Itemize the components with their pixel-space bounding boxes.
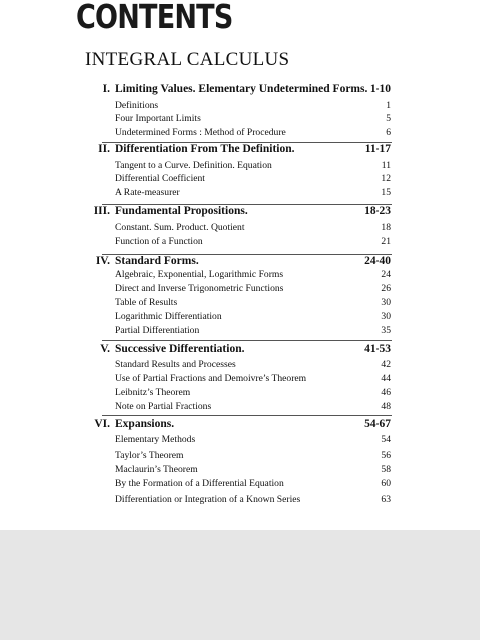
entry-page-number: 48	[381, 401, 391, 412]
entry-title: Four Important Limits	[115, 113, 201, 124]
toc-entry[interactable]	[0, 434, 480, 448]
entry-title: Undetermined Forms : Method of Procedure	[115, 127, 286, 138]
chapter-number: VI.	[94, 418, 110, 430]
entry-page-number: 44	[381, 373, 391, 384]
entry-page-number: 15	[381, 187, 391, 198]
toc-entry[interactable]	[0, 450, 480, 464]
entry-page-number: 5	[386, 113, 391, 124]
chapter-page-range: 18-23	[364, 205, 391, 217]
entry-page-number: 60	[381, 478, 391, 489]
entry-title: A Rate-measurer	[115, 187, 180, 198]
entry-title: Partial Differentiation	[115, 325, 200, 336]
entry-title: Maclaurin’s Theorem	[115, 464, 198, 475]
toc-entry[interactable]	[0, 297, 480, 311]
entry-page-number: 30	[381, 311, 391, 322]
chapter-number: II.	[98, 143, 110, 155]
chapter-title: Expansions.	[115, 418, 175, 430]
entry-title: Tangent to a Curve. Definition. Equation	[115, 160, 272, 171]
entry-title: Constant. Sum. Product. Quotient	[115, 222, 245, 233]
toc-entry[interactable]	[0, 160, 480, 174]
entry-title: Leibnitz’s Theorem	[115, 387, 191, 398]
chapter-heading[interactable]	[0, 418, 480, 434]
chapter-heading[interactable]	[0, 343, 480, 359]
chapter-divider	[102, 415, 392, 416]
bottom-margin-band	[0, 530, 480, 640]
entry-page-number: 30	[381, 297, 391, 308]
entry-page-number: 24	[381, 269, 391, 280]
entry-page-number: 12	[381, 173, 391, 184]
toc-entry[interactable]	[0, 373, 480, 387]
entry-page-number: 1	[386, 100, 391, 111]
entry-title: Taylor’s Theorem	[115, 450, 184, 461]
chapter-page-range: 41-53	[364, 343, 391, 355]
chapter-title: Standard Forms.	[115, 255, 199, 267]
entry-title: Differentiation or Integration of a Known Series	[115, 494, 301, 505]
entry-title: Logarithmic Differentiation	[115, 311, 222, 322]
entry-page-number: 6	[386, 127, 391, 138]
entry-title: By the Formation of a Differential Equation	[115, 478, 284, 489]
entry-page-number: 18	[381, 222, 391, 233]
toc-entry[interactable]	[0, 127, 480, 141]
toc-entry[interactable]	[0, 222, 480, 236]
chapter-divider	[102, 340, 392, 341]
chapter-heading[interactable]	[0, 143, 480, 159]
entry-page-number: 42	[381, 359, 391, 370]
chapter-page-range: 54-67	[364, 418, 391, 430]
entry-page-number: 56	[381, 450, 391, 461]
chapter-title: Fundamental Propositions.	[115, 205, 248, 217]
toc-entry[interactable]	[0, 173, 480, 187]
toc-entry[interactable]	[0, 325, 480, 339]
chapter-page-range: 1-10	[369, 83, 391, 95]
entry-title: Direct and Inverse Trigonometric Functions	[115, 283, 284, 294]
entry-page-number: 26	[381, 283, 391, 294]
entry-page-number: 63	[381, 494, 391, 505]
entry-title: Use of Partial Fractions and Demoivre’s Theorem	[115, 373, 307, 384]
toc-entry[interactable]	[0, 387, 480, 401]
chapter-title: Successive Differentiation.	[115, 343, 245, 355]
section-subtitle: INTEGRAL CALCULUS	[85, 49, 290, 70]
chapter-page-range: 24-40	[364, 255, 391, 267]
toc-entry[interactable]	[0, 464, 480, 478]
entry-page-number: 58	[381, 464, 391, 475]
entry-page-number: 11	[381, 160, 391, 171]
toc-entry[interactable]	[0, 269, 480, 283]
toc-entry[interactable]	[0, 311, 480, 325]
page-title: CONTENTS	[76, 0, 233, 36]
chapter-title: Differentiation From The Definition.	[115, 143, 295, 155]
entry-page-number: 46	[381, 387, 391, 398]
chapter-number: V.	[100, 343, 110, 355]
entry-title: Algebraic, Exponential, Logarithmic Forms	[115, 269, 284, 280]
entry-page-number: 54	[381, 434, 391, 445]
entry-page-number: 21	[381, 236, 391, 247]
toc-entry[interactable]	[0, 401, 480, 415]
entry-title: Differential Coefficient	[115, 173, 205, 184]
entry-title: Elementary Methods	[115, 434, 196, 445]
entry-title: Table of Results	[115, 297, 178, 308]
chapter-heading[interactable]	[0, 205, 480, 221]
toc-entry[interactable]	[0, 187, 480, 201]
toc-entry[interactable]	[0, 100, 480, 114]
entry-page-number: 35	[381, 325, 391, 336]
entry-title: Definitions	[115, 100, 159, 111]
toc-entry[interactable]	[0, 359, 480, 373]
entry-title: Note on Partial Fractions	[115, 401, 212, 412]
chapter-title: Limiting Values. Elementary Undetermined Forms.	[115, 83, 368, 95]
chapter-page-range: 11-17	[364, 143, 391, 155]
chapter-number: IV.	[95, 255, 110, 267]
toc-entry[interactable]	[0, 494, 480, 508]
toc-entry[interactable]	[0, 113, 480, 127]
chapter-number: III.	[93, 205, 110, 217]
toc-entry[interactable]	[0, 478, 480, 492]
toc-entry[interactable]	[0, 283, 480, 297]
chapter-number: I.	[102, 83, 110, 95]
toc-entry[interactable]	[0, 236, 480, 250]
chapter-heading[interactable]	[0, 83, 480, 99]
entry-title: Function of a Function	[115, 236, 203, 247]
entry-title: Standard Results and Processes	[115, 359, 236, 370]
